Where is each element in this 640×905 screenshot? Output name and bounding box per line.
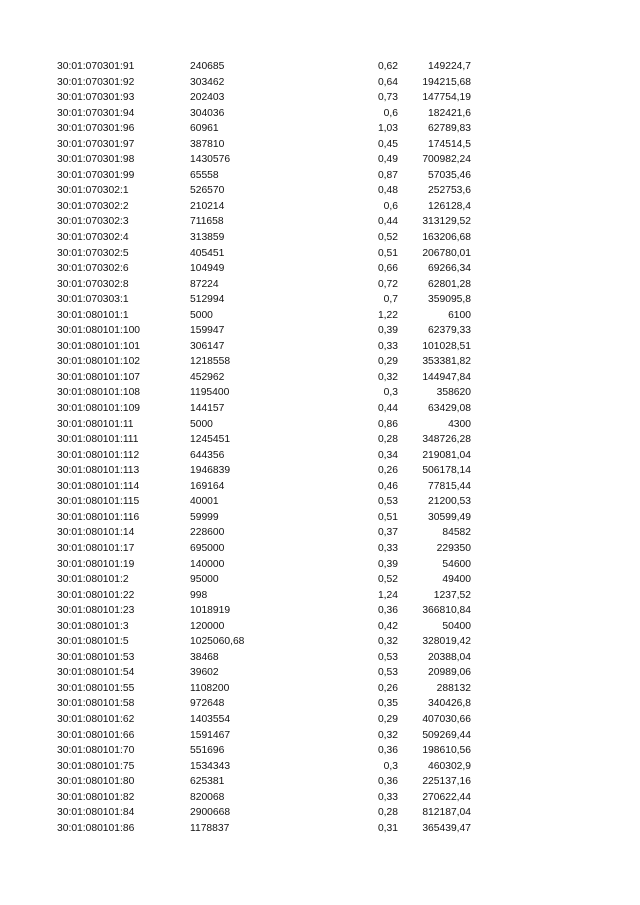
table-row — [0, 463, 640, 479]
amount-cell: 69266,34 — [428, 263, 471, 275]
coefficient-cell: 0,29 — [377, 356, 398, 368]
value-cell: 387810 — [190, 138, 225, 150]
coefficient-cell: 0,48 — [377, 185, 398, 197]
table-row — [0, 354, 640, 370]
amount-cell: 1237,52 — [433, 589, 471, 601]
value-cell: 998 — [190, 589, 208, 601]
value-cell: 5000 — [190, 418, 213, 430]
amount-cell: 194215,68 — [422, 76, 471, 88]
amount-cell: 206780,01 — [422, 247, 471, 259]
coefficient-cell: 0,29 — [377, 713, 398, 725]
cadastral-number-cell: 30:01:080101:102 — [57, 356, 141, 368]
table-row — [0, 230, 640, 246]
value-cell: 38468 — [190, 651, 219, 663]
value-cell: 5000 — [190, 309, 213, 321]
amount-cell: 509269,44 — [422, 729, 471, 741]
cadastral-number-cell: 30:01:080101:23 — [57, 605, 135, 617]
cadastral-number-cell: 30:01:070302:2 — [57, 200, 129, 212]
table-row — [0, 277, 640, 293]
amount-cell: 54600 — [442, 558, 471, 570]
cadastral-number-cell: 30:01:080101:5 — [57, 636, 129, 648]
coefficient-cell: 0,52 — [377, 574, 398, 586]
value-cell: 526570 — [190, 185, 225, 197]
coefficient-cell: 0,3 — [383, 760, 398, 772]
amount-cell: 353381,82 — [422, 356, 471, 368]
value-cell: 210214 — [190, 200, 225, 212]
amount-cell: 812187,04 — [422, 807, 471, 819]
value-cell: 87224 — [190, 278, 219, 290]
amount-cell: 144947,84 — [422, 371, 471, 383]
coefficient-cell: 0,64 — [377, 76, 398, 88]
cadastral-number-cell: 30:01:070302:3 — [57, 216, 129, 228]
amount-cell: 198610,56 — [422, 745, 471, 757]
amount-cell: 77815,44 — [428, 480, 471, 492]
coefficient-cell: 0,73 — [377, 92, 398, 104]
value-cell: 452962 — [190, 371, 225, 383]
value-cell: 1218558 — [190, 356, 231, 368]
coefficient-cell: 0,86 — [377, 418, 398, 430]
table-row — [0, 339, 640, 355]
amount-cell: 4300 — [448, 418, 471, 430]
coefficient-cell: 0,51 — [377, 511, 398, 523]
value-cell: 625381 — [190, 776, 225, 788]
cadastral-number-cell: 30:01:080101:58 — [57, 698, 135, 710]
coefficient-cell: 0,32 — [377, 729, 398, 741]
table-row — [0, 557, 640, 573]
table-row — [0, 432, 640, 448]
coefficient-cell: 0,49 — [377, 154, 398, 166]
value-cell: 306147 — [190, 340, 225, 352]
table-row — [0, 743, 640, 759]
amount-cell: 182421,6 — [428, 107, 471, 119]
coefficient-cell: 1,03 — [377, 123, 398, 135]
value-cell: 65558 — [190, 169, 219, 181]
coefficient-cell: 0,6 — [383, 107, 398, 119]
value-cell: 303462 — [190, 76, 225, 88]
cadastral-number-cell: 30:01:070302:8 — [57, 278, 129, 290]
cadastral-number-cell: 30:01:080101:101 — [57, 340, 141, 352]
coefficient-cell: 0,46 — [377, 480, 398, 492]
cadastral-number-cell: 30:01:070301:94 — [57, 107, 135, 119]
coefficient-cell: 0,36 — [377, 776, 398, 788]
table-row — [0, 401, 640, 417]
table-row — [0, 510, 640, 526]
amount-cell: 57035,46 — [428, 169, 471, 181]
cadastral-number-cell: 30:01:070301:92 — [57, 76, 135, 88]
cadastral-number-cell: 30:01:080101:19 — [57, 558, 135, 570]
coefficient-cell: 0,35 — [377, 698, 398, 710]
amount-cell: 126128,4 — [428, 200, 471, 212]
value-cell: 228600 — [190, 527, 225, 539]
value-cell: 60961 — [190, 123, 219, 135]
amount-cell: 700982,24 — [422, 154, 471, 166]
amount-cell: 49400 — [442, 574, 471, 586]
cadastral-number-cell: 30:01:080101:11 — [57, 418, 134, 430]
cadastral-number-cell: 30:01:080101:111 — [57, 434, 139, 446]
table-row — [0, 479, 640, 495]
table-row — [0, 183, 640, 199]
value-cell: 551696 — [190, 745, 225, 757]
table-row — [0, 712, 640, 728]
cadastral-number-cell: 30:01:070301:93 — [57, 92, 135, 104]
cadastral-number-cell: 30:01:080101:107 — [57, 371, 141, 383]
table-row — [0, 292, 640, 308]
value-cell: 2900668 — [190, 807, 231, 819]
value-cell: 512994 — [190, 294, 225, 306]
coefficient-cell: 0,51 — [377, 247, 398, 259]
coefficient-cell: 0,39 — [377, 558, 398, 570]
cadastral-number-cell: 30:01:080101:108 — [57, 387, 141, 399]
coefficient-cell: 0,7 — [383, 294, 398, 306]
cadastral-number-cell: 30:01:070302:1 — [57, 185, 129, 197]
table-row — [0, 385, 640, 401]
coefficient-cell: 0,6 — [383, 200, 398, 212]
amount-cell: 252753,6 — [428, 185, 471, 197]
amount-cell: 340426,8 — [428, 698, 471, 710]
amount-cell: 30599,49 — [428, 511, 471, 523]
cadastral-number-cell: 30:01:080101:84 — [57, 807, 135, 819]
coefficient-cell: 0,72 — [377, 278, 398, 290]
cadastral-number-cell: 30:01:080101:75 — [57, 760, 135, 772]
coefficient-cell: 0,33 — [377, 542, 398, 554]
cadastral-number-cell: 30:01:080101:115 — [57, 496, 140, 508]
table-row — [0, 168, 640, 184]
coefficient-cell: 0,32 — [377, 371, 398, 383]
cadastral-number-cell: 30:01:070303:1 — [57, 294, 129, 306]
table-row — [0, 572, 640, 588]
table-row — [0, 681, 640, 697]
cadastral-number-cell: 30:01:080101:14 — [57, 527, 135, 539]
coefficient-cell: 0,36 — [377, 605, 398, 617]
coefficient-cell: 0,44 — [377, 403, 398, 415]
value-cell: 1025060,68 — [190, 636, 245, 648]
table-row — [0, 261, 640, 277]
cadastral-number-cell: 30:01:080101:70 — [57, 745, 135, 757]
coefficient-cell: 0,33 — [377, 340, 398, 352]
table-row — [0, 494, 640, 510]
value-cell: 1591467 — [190, 729, 231, 741]
amount-cell: 366810,84 — [422, 605, 471, 617]
amount-cell: 21200,53 — [428, 496, 471, 508]
coefficient-cell: 0,37 — [377, 527, 398, 539]
value-cell: 405451 — [190, 247, 225, 259]
coefficient-cell: 0,3 — [383, 387, 398, 399]
cadastral-number-cell: 30:01:080101:66 — [57, 729, 135, 741]
cadastral-number-cell: 30:01:080101:22 — [57, 589, 135, 601]
cadastral-number-cell: 30:01:080101:82 — [57, 791, 135, 803]
coefficient-cell: 0,34 — [377, 449, 398, 461]
cadastral-number-cell: 30:01:070301:99 — [57, 169, 135, 181]
data-table — [0, 59, 640, 836]
table-row — [0, 106, 640, 122]
amount-cell: 101028,51 — [422, 340, 471, 352]
table-row — [0, 448, 640, 464]
cadastral-number-cell: 30:01:080101:62 — [57, 713, 135, 725]
cadastral-number-cell: 30:01:080101:109 — [57, 403, 141, 415]
value-cell: 1946839 — [190, 465, 231, 477]
table-row — [0, 665, 640, 681]
table-row — [0, 152, 640, 168]
amount-cell: 62801,28 — [428, 278, 471, 290]
amount-cell: 50400 — [442, 620, 471, 632]
coefficient-cell: 0,28 — [377, 807, 398, 819]
coefficient-cell: 0,44 — [377, 216, 398, 228]
table-row — [0, 650, 640, 666]
table-row — [0, 121, 640, 137]
cadastral-number-cell: 30:01:080101:53 — [57, 651, 135, 663]
amount-cell: 229350 — [436, 542, 471, 554]
cadastral-number-cell: 30:01:070301:91 — [57, 61, 135, 72]
table-row — [0, 634, 640, 650]
table-row — [0, 90, 640, 106]
coefficient-cell: 1,22 — [377, 309, 398, 321]
cadastral-number-cell: 30:01:080101:112 — [57, 449, 140, 461]
coefficient-cell: 0,33 — [377, 791, 398, 803]
cadastral-number-cell: 30:01:080101:54 — [57, 667, 135, 679]
coefficient-cell: 0,87 — [377, 169, 398, 181]
value-cell: 240685 — [190, 61, 225, 72]
cadastral-number-cell: 30:01:080101:1 — [57, 309, 129, 321]
coefficient-cell: 0,53 — [377, 496, 398, 508]
table-row — [0, 728, 640, 744]
table-row — [0, 137, 640, 153]
table-row — [0, 696, 640, 712]
amount-cell: 62379,33 — [428, 325, 471, 337]
table-row — [0, 603, 640, 619]
value-cell: 313859 — [190, 232, 225, 244]
table-row — [0, 821, 640, 837]
amount-cell: 225137,16 — [422, 776, 471, 788]
value-cell: 140000 — [190, 558, 225, 570]
table-row — [0, 199, 640, 215]
cadastral-number-cell: 30:01:070301:96 — [57, 123, 135, 135]
table-row — [0, 370, 640, 386]
amount-cell: 506178,14 — [422, 465, 471, 477]
value-cell: 202403 — [190, 92, 225, 104]
amount-cell: 348726,28 — [422, 434, 471, 446]
value-cell: 159947 — [190, 325, 225, 337]
coefficient-cell: 0,26 — [377, 682, 398, 694]
coefficient-cell: 0,53 — [377, 667, 398, 679]
amount-cell: 62789,83 — [428, 123, 471, 135]
amount-cell: 358620 — [436, 387, 471, 399]
coefficient-cell: 0,66 — [377, 263, 398, 275]
cadastral-number-cell: 30:01:080101:55 — [57, 682, 135, 694]
coefficient-cell: 1,24 — [377, 589, 398, 601]
value-cell: 1108200 — [190, 682, 230, 694]
table-row — [0, 59, 640, 75]
value-cell: 1534343 — [190, 760, 231, 772]
cadastral-number-cell: 30:01:080101:80 — [57, 776, 135, 788]
table-row — [0, 790, 640, 806]
value-cell: 104949 — [190, 263, 225, 275]
amount-cell: 288132 — [436, 682, 471, 694]
table-row — [0, 417, 640, 433]
amount-cell: 6100 — [448, 309, 471, 321]
cadastral-number-cell: 30:01:080101:100 — [57, 325, 141, 337]
amount-cell: 407030,66 — [422, 713, 471, 725]
coefficient-cell: 0,39 — [377, 325, 398, 337]
amount-cell: 147754,19 — [422, 92, 471, 104]
value-cell: 1430576 — [190, 154, 231, 166]
value-cell: 820068 — [190, 791, 225, 803]
value-cell: 1018919 — [190, 605, 231, 617]
amount-cell: 359095,8 — [428, 294, 471, 306]
table-row — [0, 774, 640, 790]
cadastral-number-cell: 30:01:080101:86 — [57, 822, 135, 834]
coefficient-cell: 0,53 — [377, 651, 398, 663]
table-row — [0, 323, 640, 339]
amount-cell: 174514,5 — [428, 138, 471, 150]
cadastral-number-cell: 30:01:070302:6 — [57, 263, 129, 275]
amount-cell: 63429,08 — [428, 403, 471, 415]
value-cell: 40001 — [190, 496, 219, 508]
value-cell: 711658 — [190, 216, 224, 228]
value-cell: 972648 — [190, 698, 225, 710]
table-row — [0, 525, 640, 541]
cadastral-number-cell: 30:01:080101:3 — [57, 620, 129, 632]
cadastral-number-cell: 30:01:070301:98 — [57, 154, 135, 166]
value-cell: 644356 — [190, 449, 225, 461]
table-row — [0, 759, 640, 775]
table-row — [0, 75, 640, 91]
amount-cell: 313129,52 — [422, 216, 471, 228]
table-row — [0, 805, 640, 821]
cadastral-number-cell: 30:01:080101:17 — [57, 542, 135, 554]
value-cell: 695000 — [190, 542, 225, 554]
table-row — [0, 541, 640, 557]
amount-cell: 20989,06 — [428, 667, 471, 679]
value-cell: 59999 — [190, 511, 219, 523]
value-cell: 95000 — [190, 574, 219, 586]
value-cell: 1403554 — [190, 713, 231, 725]
coefficient-cell: 0,42 — [377, 620, 398, 632]
cadastral-number-cell: 30:01:070302:4 — [57, 232, 129, 244]
cadastral-number-cell: 30:01:080101:2 — [57, 574, 129, 586]
amount-cell: 149224,7 — [428, 61, 471, 72]
amount-cell: 20388,04 — [428, 651, 471, 663]
coefficient-cell: 0,36 — [377, 745, 398, 757]
coefficient-cell: 0,45 — [377, 138, 398, 150]
table-row — [0, 308, 640, 324]
coefficient-cell: 0,31 — [377, 822, 398, 834]
table-row — [0, 588, 640, 604]
amount-cell: 365439,47 — [422, 822, 471, 834]
value-cell: 304036 — [190, 107, 225, 119]
cadastral-number-cell: 30:01:080101:116 — [57, 511, 140, 523]
table-row — [0, 214, 640, 230]
coefficient-cell: 0,62 — [377, 61, 398, 72]
amount-cell: 328019,42 — [422, 636, 471, 648]
table-row — [0, 619, 640, 635]
value-cell: 144157 — [190, 403, 225, 415]
coefficient-cell: 0,52 — [377, 232, 398, 244]
value-cell: 120000 — [190, 620, 225, 632]
coefficient-cell: 0,28 — [377, 434, 398, 446]
amount-cell: 460302,9 — [428, 760, 471, 772]
value-cell: 1178837 — [190, 822, 230, 834]
cadastral-number-cell: 30:01:070301:97 — [57, 138, 135, 150]
amount-cell: 270622,44 — [422, 791, 471, 803]
cadastral-number-cell: 30:01:080101:113 — [57, 465, 140, 477]
value-cell: 1245451 — [190, 434, 231, 446]
cadastral-number-cell: 30:01:070302:5 — [57, 247, 129, 259]
amount-cell: 163206,68 — [422, 232, 471, 244]
coefficient-cell: 0,32 — [377, 636, 398, 648]
table-row — [0, 246, 640, 262]
amount-cell: 84582 — [442, 527, 471, 539]
amount-cell: 219081,04 — [422, 449, 471, 461]
coefficient-cell: 0,26 — [377, 465, 398, 477]
cadastral-number-cell: 30:01:080101:114 — [57, 480, 140, 492]
value-cell: 39602 — [190, 667, 219, 679]
value-cell: 169164 — [190, 480, 225, 492]
value-cell: 1195400 — [190, 387, 230, 399]
